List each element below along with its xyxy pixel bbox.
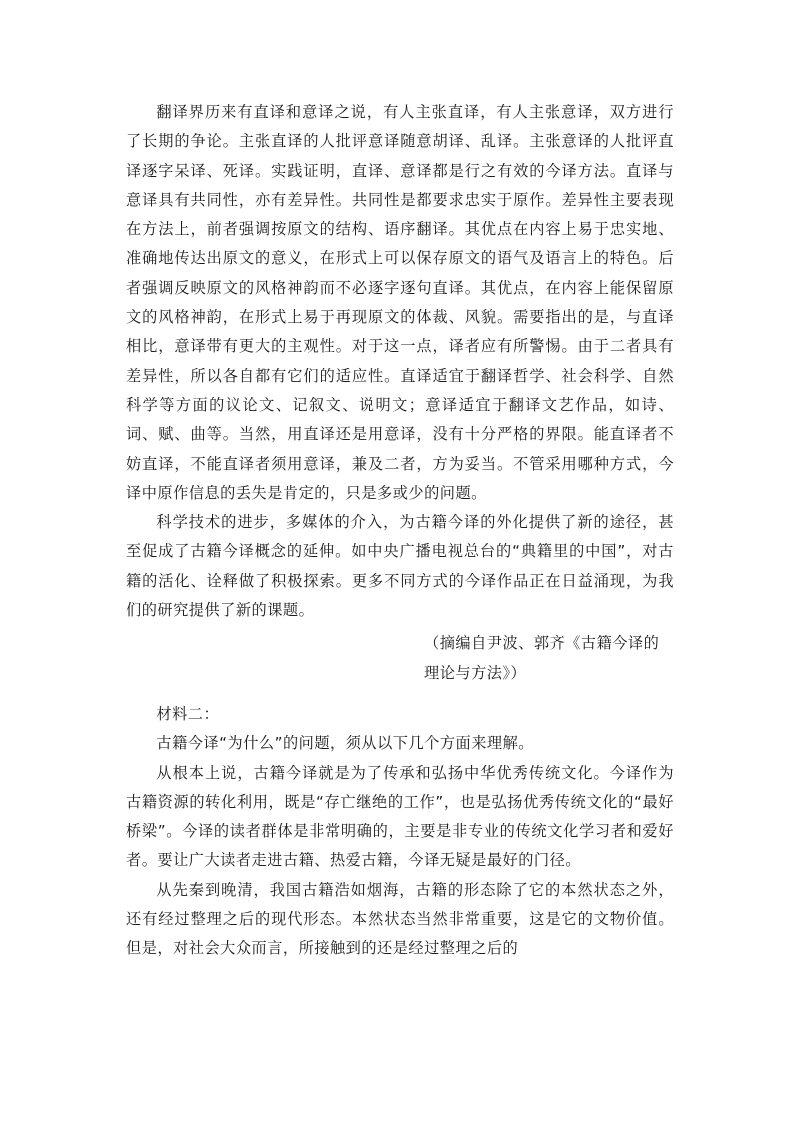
paragraph-forms: 从先秦到晚清，我国古籍浩如烟海，古籍的形态除了它的本然状态之外，还有经过整理之后的现代形态。本然状态当然非常重要，这是它的文物价值。但是，对社会大众而言，所接触到的还是经过整理之后的 [126,880,674,958]
paragraph-heritage: 从根本上说，古籍今译就是为了传承和弘扬中华优秀传统文化。今译作为古籍资源的转化利用，既是“存亡继绝的工作”，也是弘扬优秀传统文化的“最好桥梁”。今译的读者群体是非常明确的，主要是非专业的传统文化学习者和爱好者。要让广大读者走进古籍、热爱古籍，今译无疑是最好的门径。 [126,763,674,870]
paragraph-why-question: 古籍今译“为什么”的问题，须从以下几个方面来理解。 [156,734,534,753]
paragraph-technology-progress: 科学技术的进步，多媒体的介入，为古籍今译的外化提供了新的途径，甚至促成了古籍今译概念的延伸。如中央广播电视总台的“典籍里的中国”，对古籍的活化、诠释做了积极探索。更多不同方式的今译作品正在日益涌现，为我们的研究提供了新的课题。 [126,513,674,620]
citation-source: （摘编自尹波、郭齐《古籍今译的理论与方法》） [424,634,660,682]
paragraph-translation-methods: 翻译界历来有直译和意译之说，有人主张直译，有人主张意译，双方进行了长期的争论。主张直译的人批评意译随意胡译、乱译。主张意译的人批评直译逐字呆译、死译。实践证明，直译、意译都是行之有效的今译方法。直译与意译具有共同性，亦有差异性。共同性是都要求忠实于原作。差异性主要表现在方法上，前者强调按原文的结构、语序翻译。其优点在内容上易于忠实地、准确地传达出原文的意义，在形式上可以保存原文的语气及语言上的特色。后者强调反映原文的风格神韵而不必逐字逐句直译。其优点，在内容上能保留原文的风格神韵，在形式上易于再现原文的体裁、风貌。需要指出的是，与直译相比，意译带有更大的主观性。对于这一点，译者应有所警惕。由于二者具有差异性，所以各自都有它们的适应性。直译适宜于翻译哲学、社会科学、自然科学等方面的议论文、记叙文、说明文；意译适宜于翻译文艺作品，如诗、词、赋、曲等。当然，用直译还是用意译，没有十分严格的界限。能直译者不妨直译，不能直译者须用意译，兼及二者，方为妥当。不管采用哪种方式，今译中原作信息的丢失是肯定的，只是多或少的问题。 [126,103,674,502]
material-two-heading: 材料二： [156,704,220,723]
document-page [126,98,674,964]
